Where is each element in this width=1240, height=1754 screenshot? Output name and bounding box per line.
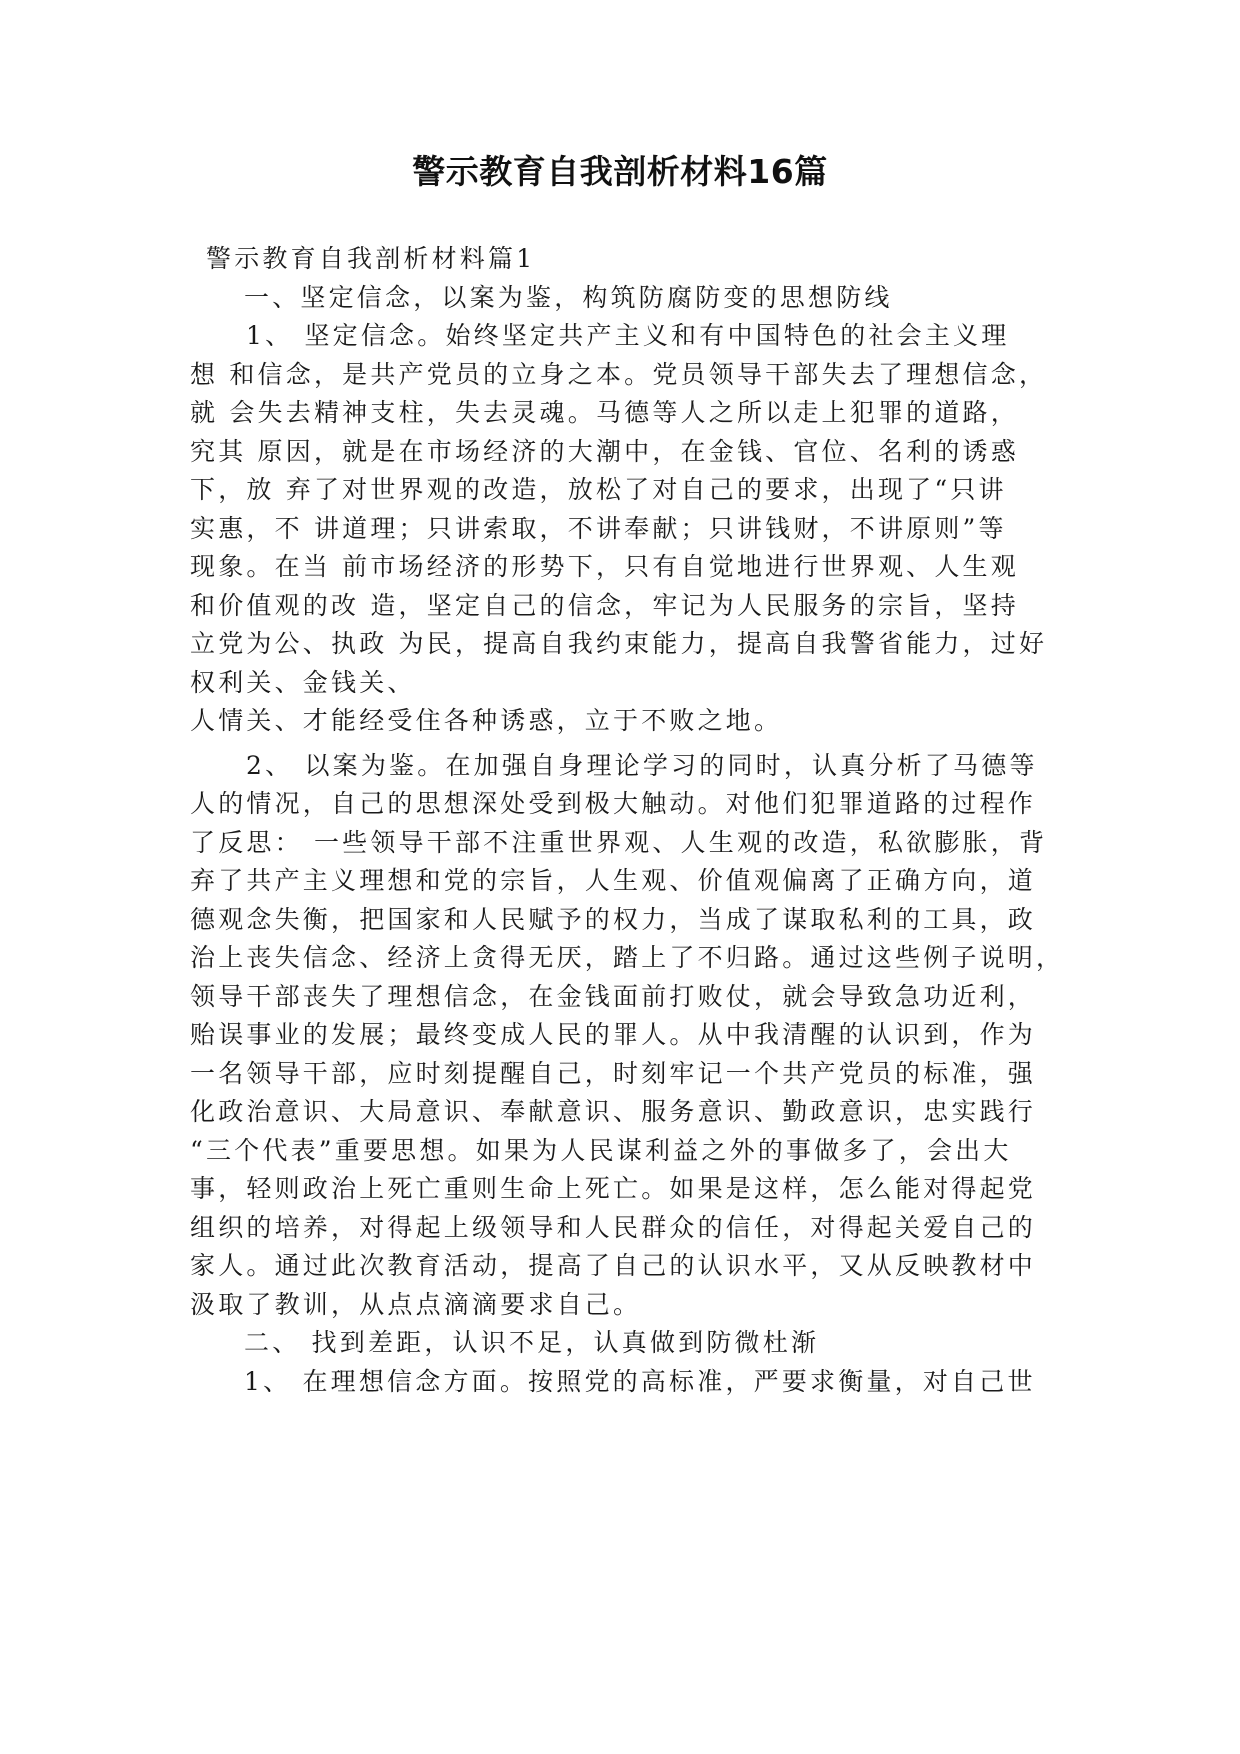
paragraph-line: 权利关、金钱关、 — [190, 667, 416, 697]
paragraph-line: 组织的培养，对得起上级领导和人民群众的信任，对得起关爱自己的 — [190, 1212, 1037, 1242]
paragraph-line: 和价值观的改 造，坚定自己的信念，牢记为人民服务的宗旨，坚持 — [190, 590, 1019, 620]
paragraph-line: 下，放 弃了对世界观的改造，放松了对自己的要求，出现了“只讲 — [190, 475, 1007, 504]
paragraph-line: 了反思： 一些领导干部不注重世界观、人生观的改造，私欲膨胀，背 — [190, 827, 1048, 857]
paragraph-line: 汲取了教训，从点点滴滴要求自己。 — [190, 1289, 642, 1319]
paragraph-line: “三个代表”重要思想。如果为人民谋利益之外的事做多了，会出大 — [190, 1135, 1012, 1165]
document-body — [190, 240, 1065, 1401]
paragraph-line: 弃了共产主义理想和党的宗旨，人生观、价值观偏离了正确方向，道 — [190, 866, 1037, 895]
paragraph-line: 家人。通过此次教育活动，提高了自己的认识水平，又从反映教材中 — [190, 1251, 1037, 1280]
paragraph-line: 想 和信念，是共产党员的立身之本。党员领导干部失去了理想信念， — [190, 359, 1048, 389]
paragraph-line: 人的情况，自己的思想深处受到极大触动。对他们犯罪道路的过程作 — [190, 789, 1037, 818]
paragraph-line: 德观念失衡，把国家和人民赋予的权力，当成了谋取私利的工具，政 — [190, 904, 1037, 934]
paragraph-line: 贻误事业的发展；最终变成人民的罪人。从中我清醒的认识到，作为 — [190, 1020, 1037, 1049]
paragraph-line: 就 会失去精神支柱，失去灵魂。马德等人之所以走上犯罪的道路， — [190, 398, 1019, 427]
section-heading-1: 一、坚定信念，以案为鉴，构筑防腐防变的思想防线 — [244, 282, 893, 312]
paragraph-line: 化政治意识、大局意识、奉献意识、服务意识、勤政意识，忠实践行 — [190, 1097, 1037, 1126]
paragraph-line: 实惠，不 讲道理；只讲索取，不讲奉献；只讲钱财，不讲原则”等 — [190, 513, 1007, 543]
document-title: 警示教育自我剖析材料16篇 — [412, 152, 828, 191]
subtitle-line: 警示教育自我剖析材料篇1 — [206, 244, 536, 273]
paragraph-line: 1、 坚定信念。始终坚定共产主义和有中国特色的社会主义理 — [246, 321, 1010, 350]
paragraph-line: 1、 在理想信念方面。按照党的高标准，严要求衡量，对自己世 — [244, 1366, 1036, 1396]
paragraph-line: 领导干部丧失了理想信念，在金钱面前打败仗，就会导致急功近利， — [190, 981, 1037, 1011]
paragraph-line: 立党为公、执政 为民，提高自我约束能力，提高自我警省能力，过好 — [190, 629, 1048, 658]
paragraph-line: 治上丧失信念、经济上贪得无厌，踏上了不归路。通过这些例子说明， — [190, 943, 1065, 972]
paragraph-line: 事，轻则政治上死亡重则生命上死亡。如果是这样，怎么能对得起党 — [190, 1174, 1037, 1203]
paragraph-line: 2、 以案为鉴。在加强自身理论学习的同时，认真分析了马德等 — [246, 750, 1038, 780]
paragraph-line: 一名领导干部，应时刻提醒自己，时刻牢记一个共产党员的标准，强 — [190, 1058, 1037, 1088]
paragraph-line: 现象。在当 前市场经济的形势下，只有自觉地进行世界观、人生观 — [190, 552, 1019, 581]
paragraph-line: 究其 原因，就是在市场经济的大潮中，在金钱、官位、名利的诱惑 — [190, 436, 1019, 466]
paragraph-line: 人情关、才能经受住各种诱惑，立于不败之地。 — [190, 706, 783, 735]
section-heading-2: 二、 找到差距，认识不足，认真做到防微杜渐 — [244, 1328, 820, 1357]
